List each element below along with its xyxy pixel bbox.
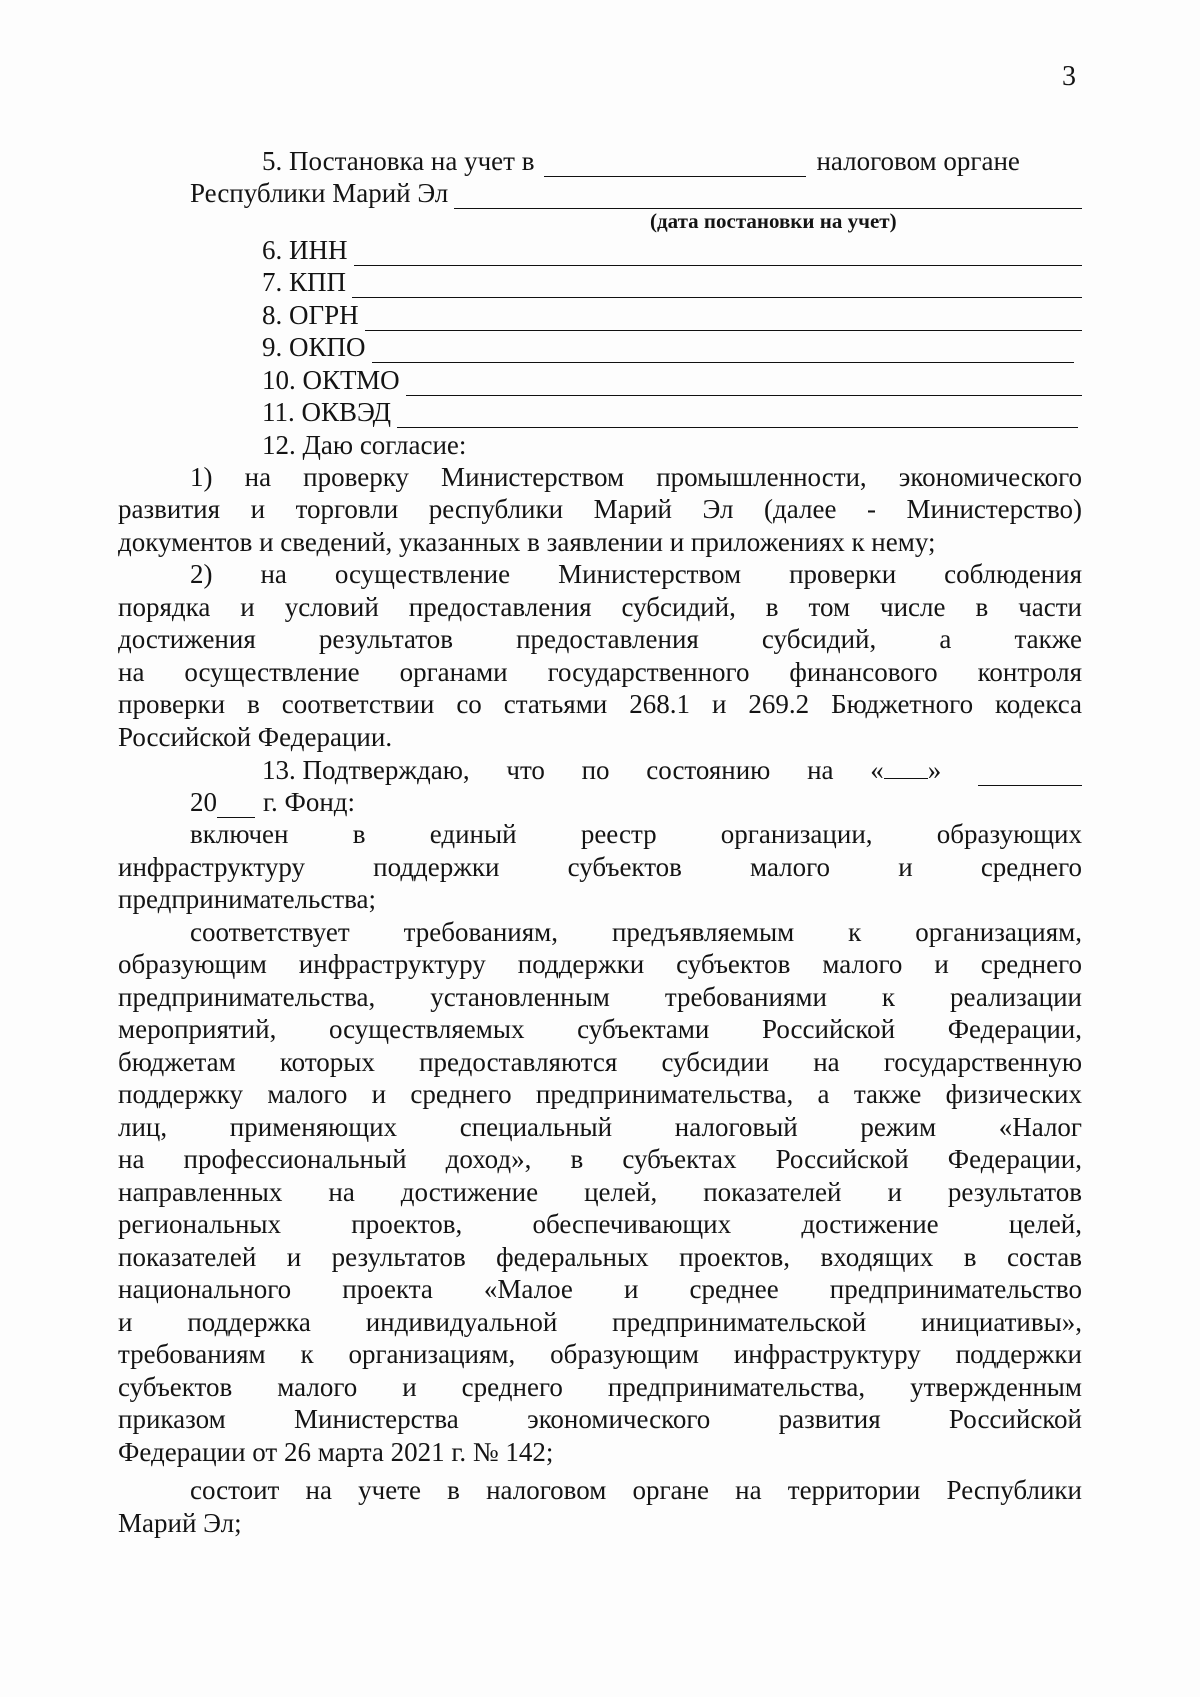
item13-line1: 13. Подтверждаю, что по состоянию на « » (190, 753, 1082, 786)
field-label: 11. ОКВЭД (262, 397, 391, 427)
field-label: 6. ИНН (262, 234, 348, 265)
fund-paragraph-2: соответствует требованиям, предъявляемым к организациям, образующим инфраструктуру поддержки субъектов малого и среднего предпринимательства, установленным требованиями к реализации мероприятий, осуществляемых субъектами Российской Федерации, бюджетам которых предоставляются субсидии на государственную поддержку малого и среднего предпринимательства, а также физических лиц, применяющих специальный налоговый режим «Налог на профессиональный доход», в субъектах Российской Федерации, направленных на достижение целей, показателей и результатов региональных проектов, обеспечивающих достижение целей, показателей и результатов федеральных проектов, входящих в состав национального проекта «Малое и среднее предпринимательство и поддержка индивидуальной предпринимательской инициативы», требованиям к организациям, образующим инфраструктуру поддержки субъектов малого и среднего предпринимательства, утвержденным приказом Министерства экономического развития Российской Федерации от 26 марта 2021 г. № 142; (118, 916, 1082, 1467)
registration-date-hint: (дата постановки на учет) (650, 209, 897, 233)
field-kpp (190, 266, 1082, 299)
inn-blank[interactable] (354, 239, 1083, 266)
okpo-blank[interactable] (372, 336, 1074, 363)
field-oktmo (190, 363, 1082, 396)
page-number: 3 (1062, 61, 1076, 92)
year-blank[interactable] (217, 791, 255, 818)
oktmo-blank[interactable] (406, 369, 1082, 396)
consent-paragraph-2: 2) на осуществление Министерством проверки соблюдения порядка и условий предоставления субсидий, в том числе в части достижения результатов предоставления субсидий, а также на осуществление органами государственного финансового контроля проверки в соответствии со статьями 268.1 и 269.2 Бюджетного кодекса Российской Федерации. (118, 559, 1082, 752)
month-blank[interactable] (978, 761, 1082, 786)
field-inn (190, 233, 1082, 266)
item12-label: 12. Даю согласие: (262, 429, 467, 460)
okved-blank[interactable] (397, 401, 1078, 428)
item12-label-line (190, 428, 1082, 461)
field-ogrn (190, 298, 1082, 331)
item5-line1 (190, 144, 1082, 177)
item13-line2: 20 г. Фонд: (190, 787, 356, 817)
field-okpo (190, 331, 1082, 364)
fund-paragraph-3: состоит на учете в налоговом органе на территории Республики Марий Эл; (118, 1475, 1082, 1538)
field-label: 9. ОКПО (262, 332, 366, 362)
item5-tail: налоговом органе (816, 145, 1020, 176)
item5-label: 5. Постановка на учет в (262, 145, 535, 176)
registration-date-blank[interactable] (454, 182, 1082, 209)
tax-office-blank[interactable] (544, 150, 806, 177)
field-label: 10. ОКТМО (262, 364, 400, 395)
kpp-blank[interactable] (352, 271, 1082, 298)
fund-paragraph-1: включен в единый реестр организации, образующих инфраструктуру поддержки субъектов малого и среднего предпринимательства; (118, 819, 1082, 914)
date-field: « » (870, 754, 942, 785)
ogrn-blank[interactable] (365, 304, 1082, 331)
day-blank[interactable] (884, 754, 928, 779)
field-label: 7. КПП (262, 267, 347, 297)
consent-paragraph-1: 1) на проверку Министерством промышленности, экономического развития и торговли республики Марий Эл (далее - Министерство) документов и сведений, указанных в заявлении и приложениях к нему; (118, 461, 1082, 557)
item5-line2-text: Республики Марий Эл (190, 178, 449, 208)
field-label: 8. ОГРН (262, 299, 359, 330)
item5-line2 (190, 177, 1082, 210)
form-content (118, 144, 1082, 1539)
field-okved (190, 396, 1082, 429)
